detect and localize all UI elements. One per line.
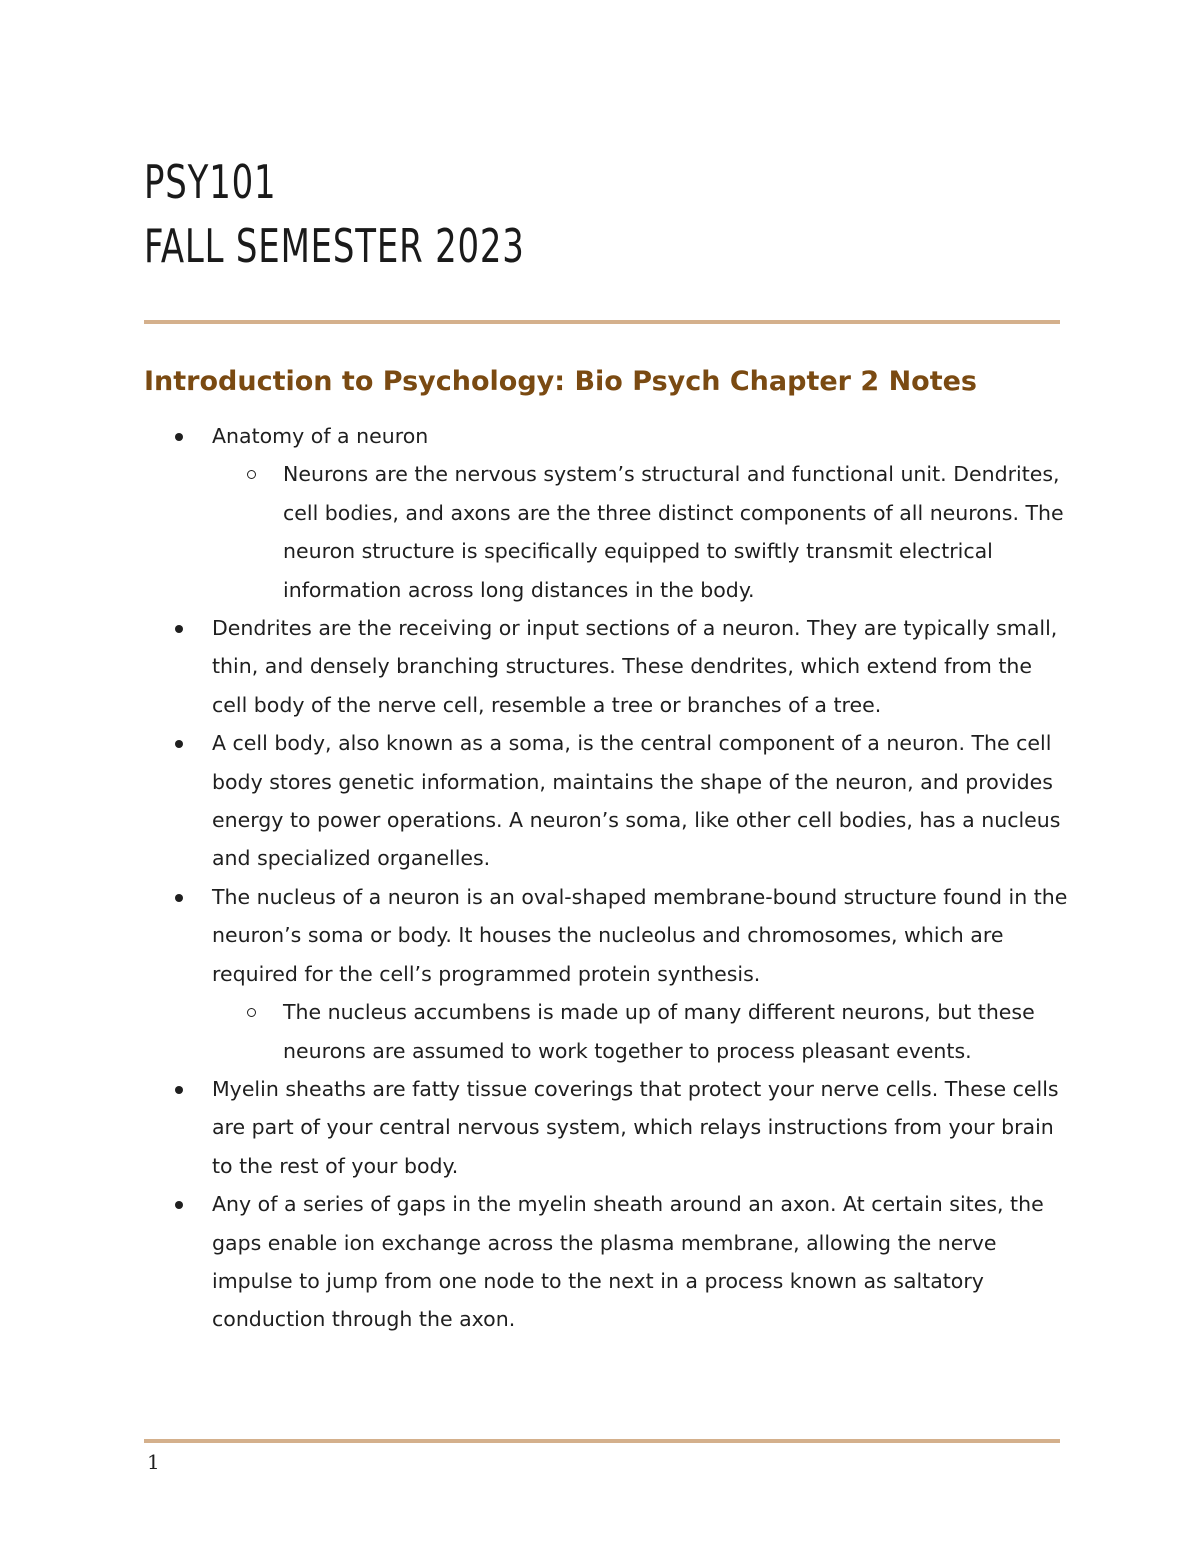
bullet-icon bbox=[175, 1201, 183, 1209]
list-item bbox=[212, 609, 1072, 724]
list-item-text: The nucleus of a neuron is an oval-shaped membrane-bound structure found in the neuron’s soma or body. It houses the nucleolus and chromosomes, which are required for the cell’s programmed protein synthesis. bbox=[212, 884, 1068, 986]
list-item bbox=[212, 1185, 1072, 1339]
sub-list-item bbox=[283, 455, 1072, 609]
list-item bbox=[212, 878, 1072, 1070]
sub-list-item bbox=[283, 993, 1072, 1070]
course-code: PSY101 bbox=[144, 155, 277, 209]
bullet-icon bbox=[175, 625, 183, 633]
sub-list-item-text: The nucleus accumbens is made up of many different neurons, but these neurons are assumed to work together to process pleasant events. bbox=[283, 1000, 1035, 1063]
hollow-bullet-icon bbox=[247, 470, 256, 479]
sub-list bbox=[212, 455, 1072, 609]
list-item-text: A cell body, also known as a soma, is the central component of a neuron. The cell body stores genetic information, maintains the shape of the neuron, and provides energy to power operations. A neuron’s soma, like other cell bodies, has a nucleus and specialized organelles. bbox=[212, 731, 1061, 871]
footer-divider bbox=[144, 1439, 1060, 1443]
hollow-bullet-icon bbox=[247, 1008, 256, 1017]
title-block bbox=[144, 150, 1064, 278]
list-item bbox=[212, 724, 1072, 878]
sub-list-item-text: Neurons are the nervous system’s structural and functional unit. Dendrites, cell bodies, and axons are the three distinct components of all neurons. The neuron structure is specifically equipped to swiftly transmit electrical information across long distances in the body. bbox=[283, 462, 1064, 602]
sub-list bbox=[212, 993, 1072, 1070]
list-item-text: Myelin sheaths are fatty tissue coverings that protect your nerve cells. These cells are part of your central nervous system, which relays instructions from your brain to the rest of your body. bbox=[212, 1076, 1059, 1178]
list-item-text: Dendrites are the receiving or input sections of a neuron. They are typically small, thin, and densely branching structures. These dendrites, which extend from the cell body of the nerve cell, resemble a tree or branches of a tree. bbox=[212, 616, 1058, 717]
bullet-icon bbox=[175, 433, 183, 441]
header-divider bbox=[144, 320, 1060, 324]
notes-list bbox=[212, 417, 1072, 1339]
bullet-icon bbox=[175, 1086, 183, 1094]
bullet-icon bbox=[175, 894, 183, 902]
list-item-text: Any of a series of gaps in the myelin sheath around an axon. At certain sites, the gaps enable ion exchange across the plasma membrane, allowing the nerve impulse to jump from one node to the next in a process known as saltatory conduction through the axon. bbox=[212, 1192, 1044, 1332]
list-item bbox=[212, 1070, 1072, 1185]
semester-title: FALL SEMESTER 2023 bbox=[144, 219, 525, 273]
section-heading: Introduction to Psychology: Bio Psych Chapter 2 Notes bbox=[144, 366, 978, 397]
list-item bbox=[212, 417, 1072, 609]
page-number: 1 bbox=[147, 1450, 160, 1474]
list-item-text: Anatomy of a neuron bbox=[212, 424, 429, 448]
bullet-icon bbox=[175, 740, 183, 748]
